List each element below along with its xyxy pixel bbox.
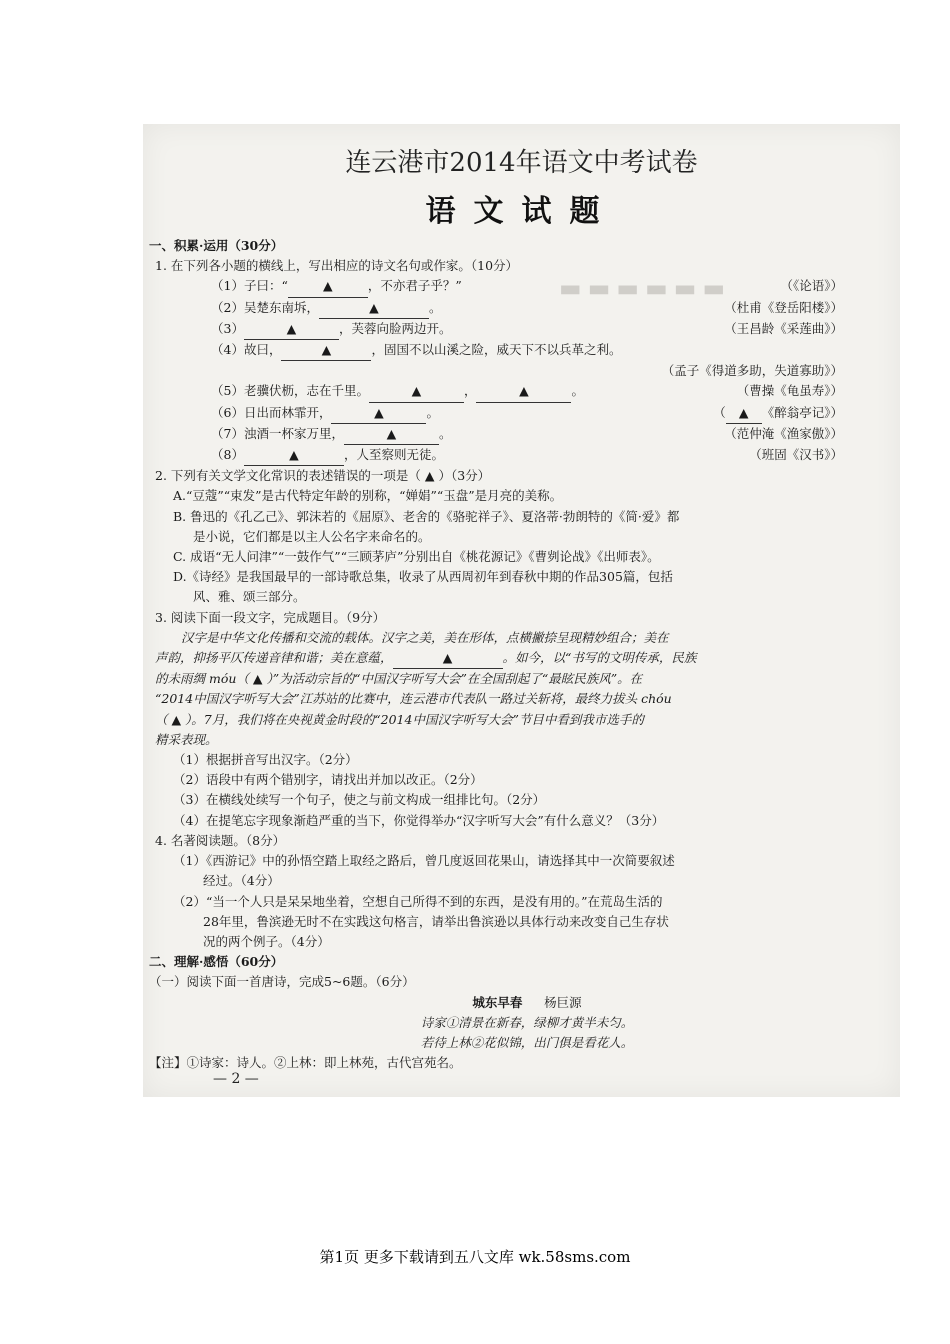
answer-blank[interactable]: ▲: [726, 403, 762, 424]
sub-question-cont: 经过。（4分）: [203, 873, 280, 889]
exam-content: [149, 236, 843, 1073]
item-text: 。: [428, 299, 442, 315]
item-text: （6）日出而林霏开，: [211, 404, 332, 420]
passage-line: [155, 648, 843, 669]
question-item: [211, 340, 843, 361]
sub-question: （3）在横线处续写一个句子，使之与前文构成一组排比句。（2分）: [173, 792, 546, 808]
item-text: ，固国不以山溪之险，威天下不以兵革之利。: [371, 342, 622, 358]
sub-question: （1）《西游记》中的孙悟空踏上取经之路后，曾几度返回花果山，请选择其中一次简要叙述: [173, 853, 675, 869]
passage-text: 。如今，以“书写的文明传承，民族: [502, 650, 697, 666]
item-text: ，人至察则无徒。: [343, 447, 444, 463]
answer-blank[interactable]: ▲: [476, 381, 571, 402]
question-item: [211, 276, 843, 297]
poem-title: 城东早春: [472, 994, 523, 1010]
item-text: （2）吴楚东南坼，: [211, 299, 319, 315]
item-source: （范仲淹《渔家傲》）: [724, 425, 843, 441]
answer-blank[interactable]: ▲: [393, 648, 503, 669]
answer-blank[interactable]: ▲: [288, 276, 368, 297]
choice-d: D.《诗经》是我国最早的一部诗歌总集，收录了从西周初年到春秋中期的作品305篇，包括: [173, 569, 673, 585]
item-text: （3）: [211, 320, 244, 336]
item-source: [713, 403, 843, 424]
passage-line: 汉字是中华文化传播和交流的载体。汉字之美，美在形体，点横撇捺呈现精妙组合；美在: [181, 629, 669, 645]
scanned-exam-page: [143, 124, 900, 1097]
source-text: （: [713, 404, 726, 420]
answer-blank[interactable]: ▲: [319, 298, 429, 319]
sub-question: （2）“当一个人只是呆呆地坐着，空想自己所得不到的东西，是没有用的。”在荒岛生活的: [173, 893, 663, 909]
answer-blank[interactable]: ▲: [244, 445, 344, 466]
passage-line: “2014中国汉字听写大会”江苏站的比赛中，连云港市代表队一路过关斩将，最终力拔头 chóu: [155, 691, 672, 707]
bleed-through-ghost-text: ▬▬▬▬▬▬: [553, 274, 726, 302]
answer-blank[interactable]: ▲: [369, 381, 464, 402]
item-text: （1）子曰：“: [211, 278, 288, 294]
item-source: （曹操《龟虽寿》）: [736, 383, 843, 399]
sub-question: （2）语段中有两个错别字，请找出并加以改正。（2分）: [173, 772, 483, 788]
question-item: [211, 298, 843, 319]
sub-question: （4）在提笔忘字现象渐趋严重的当下，你觉得举办“汉字听写大会”有什么意义？（3分）: [173, 812, 665, 828]
question-stem: 4. 名著阅读题。（8分）: [155, 832, 286, 848]
question-stem: 1. 在下列各小题的横线上，写出相应的诗文名句或作家。（10分）: [155, 258, 519, 274]
question-item: [211, 319, 843, 340]
item-text: （7）浊酒一杯家万里，: [211, 425, 344, 441]
passage-line: （ ▲ ）。7月，我们将在央视黄金时段的“2014中国汉字听写大会”节目中看到我市选手的: [155, 711, 644, 727]
item-text: ，: [463, 383, 477, 399]
question-item: [211, 403, 843, 424]
item-text: 。: [426, 404, 439, 420]
item-text: 。: [438, 425, 452, 441]
answer-blank[interactable]: ▲: [244, 319, 339, 340]
question-item: [211, 424, 843, 445]
choice-c: C. 成语“无人问津”“一鼓作气”“三顾茅庐”分别出自《桃花源记》《曹刿论战》《出师表》。: [173, 549, 660, 565]
poem-title-line: [211, 993, 843, 1013]
item-text: （8）: [211, 447, 244, 463]
choice-a: A.“豆蔻”“束发”是古代特定年龄的别称，“婵娟”“玉盘”是月亮的美称。: [173, 488, 563, 504]
sub-question-cont: 况的两个例子。（4分）: [203, 933, 330, 949]
passage-line: 的未雨绸 móu（ ▲ ）”为活动宗旨的“中国汉字听写大会”在全国刮起了“最眩民族风”。在: [155, 671, 643, 687]
passage-text: 声韵，抑扬平仄传递音律和谐；美在意蕴，: [155, 650, 393, 666]
answer-blank[interactable]: ▲: [331, 403, 426, 424]
item-source: （杜甫《登岳阳楼》）: [724, 299, 843, 315]
part-heading: （一）阅读下面一首唐诗，完成5~6题。（6分）: [149, 974, 415, 990]
item-text: 。: [571, 383, 584, 399]
section-heading: 一、积累·运用（30分）: [149, 238, 284, 253]
page-number: — 2 —: [213, 1071, 259, 1087]
item-source: （孟子《得道多助，失道寡助》）: [661, 363, 843, 379]
passage-line: 精采表现。: [155, 731, 218, 747]
sub-question-cont: 28年里，鲁滨逊无时不在实践这句格言，请举出鲁滨逊以具体行动来改变自己生存状: [203, 913, 669, 929]
item-text: ，不亦君子乎？”: [367, 278, 462, 294]
answer-blank[interactable]: ▲: [281, 340, 371, 361]
choice-b: B. 鲁迅的《孔乙己》、郭沫若的《屈原》、老舍的《骆驼祥子》、夏洛蒂·勃朗特的《简·爱》都: [173, 508, 680, 524]
footer-text[interactable]: 第1页 更多下载请到五八文库 wk.58sms.com: [319, 1248, 631, 1266]
source-text: 《醉翁亭记》）: [761, 404, 843, 420]
subject-title: 语文试题: [425, 194, 618, 229]
item-text: ，芙蓉向脸两边开。: [338, 320, 452, 336]
document-title: 连云港市2014年语文中考试卷: [345, 148, 698, 178]
section-heading: 二、理解·感悟（60分）: [149, 954, 284, 970]
question-item: [211, 445, 843, 466]
sub-question: （1）根据拼音写出汉字。（2分）: [173, 752, 358, 768]
item-text: （5）老骥伏枥，志在千里。: [211, 383, 369, 399]
poem-author: 杨巨源: [544, 994, 582, 1010]
question-item: [211, 381, 843, 402]
item-text: （4）故曰，: [211, 342, 282, 358]
item-source: （《论语》）: [780, 278, 843, 294]
answer-blank[interactable]: ▲: [344, 424, 439, 445]
question-stem: 2. 下列有关文学文化常识的表述错误的一项是（ ▲ ）（3分）: [155, 468, 491, 484]
question-stem: 3. 阅读下面一段文字，完成题目。（9分）: [155, 609, 386, 625]
poem-line: 诗家①清景在新春，绿柳才黄半未匀。: [420, 1014, 634, 1030]
poem-line: 若待上林②花似锦，出门俱是看花人。: [420, 1034, 634, 1050]
poem-note: 【注】①诗家：诗人。②上林：即上林苑，古代宫苑名。: [149, 1055, 462, 1071]
choice-b-cont: 是小说，它们都是以主人公名字来命名的。: [193, 528, 431, 544]
item-source: （王昌龄《采莲曲》）: [724, 320, 843, 336]
item-source: （班固《汉书》）: [749, 447, 843, 463]
choice-d-cont: 风、雅、颂三部分。: [193, 589, 306, 605]
